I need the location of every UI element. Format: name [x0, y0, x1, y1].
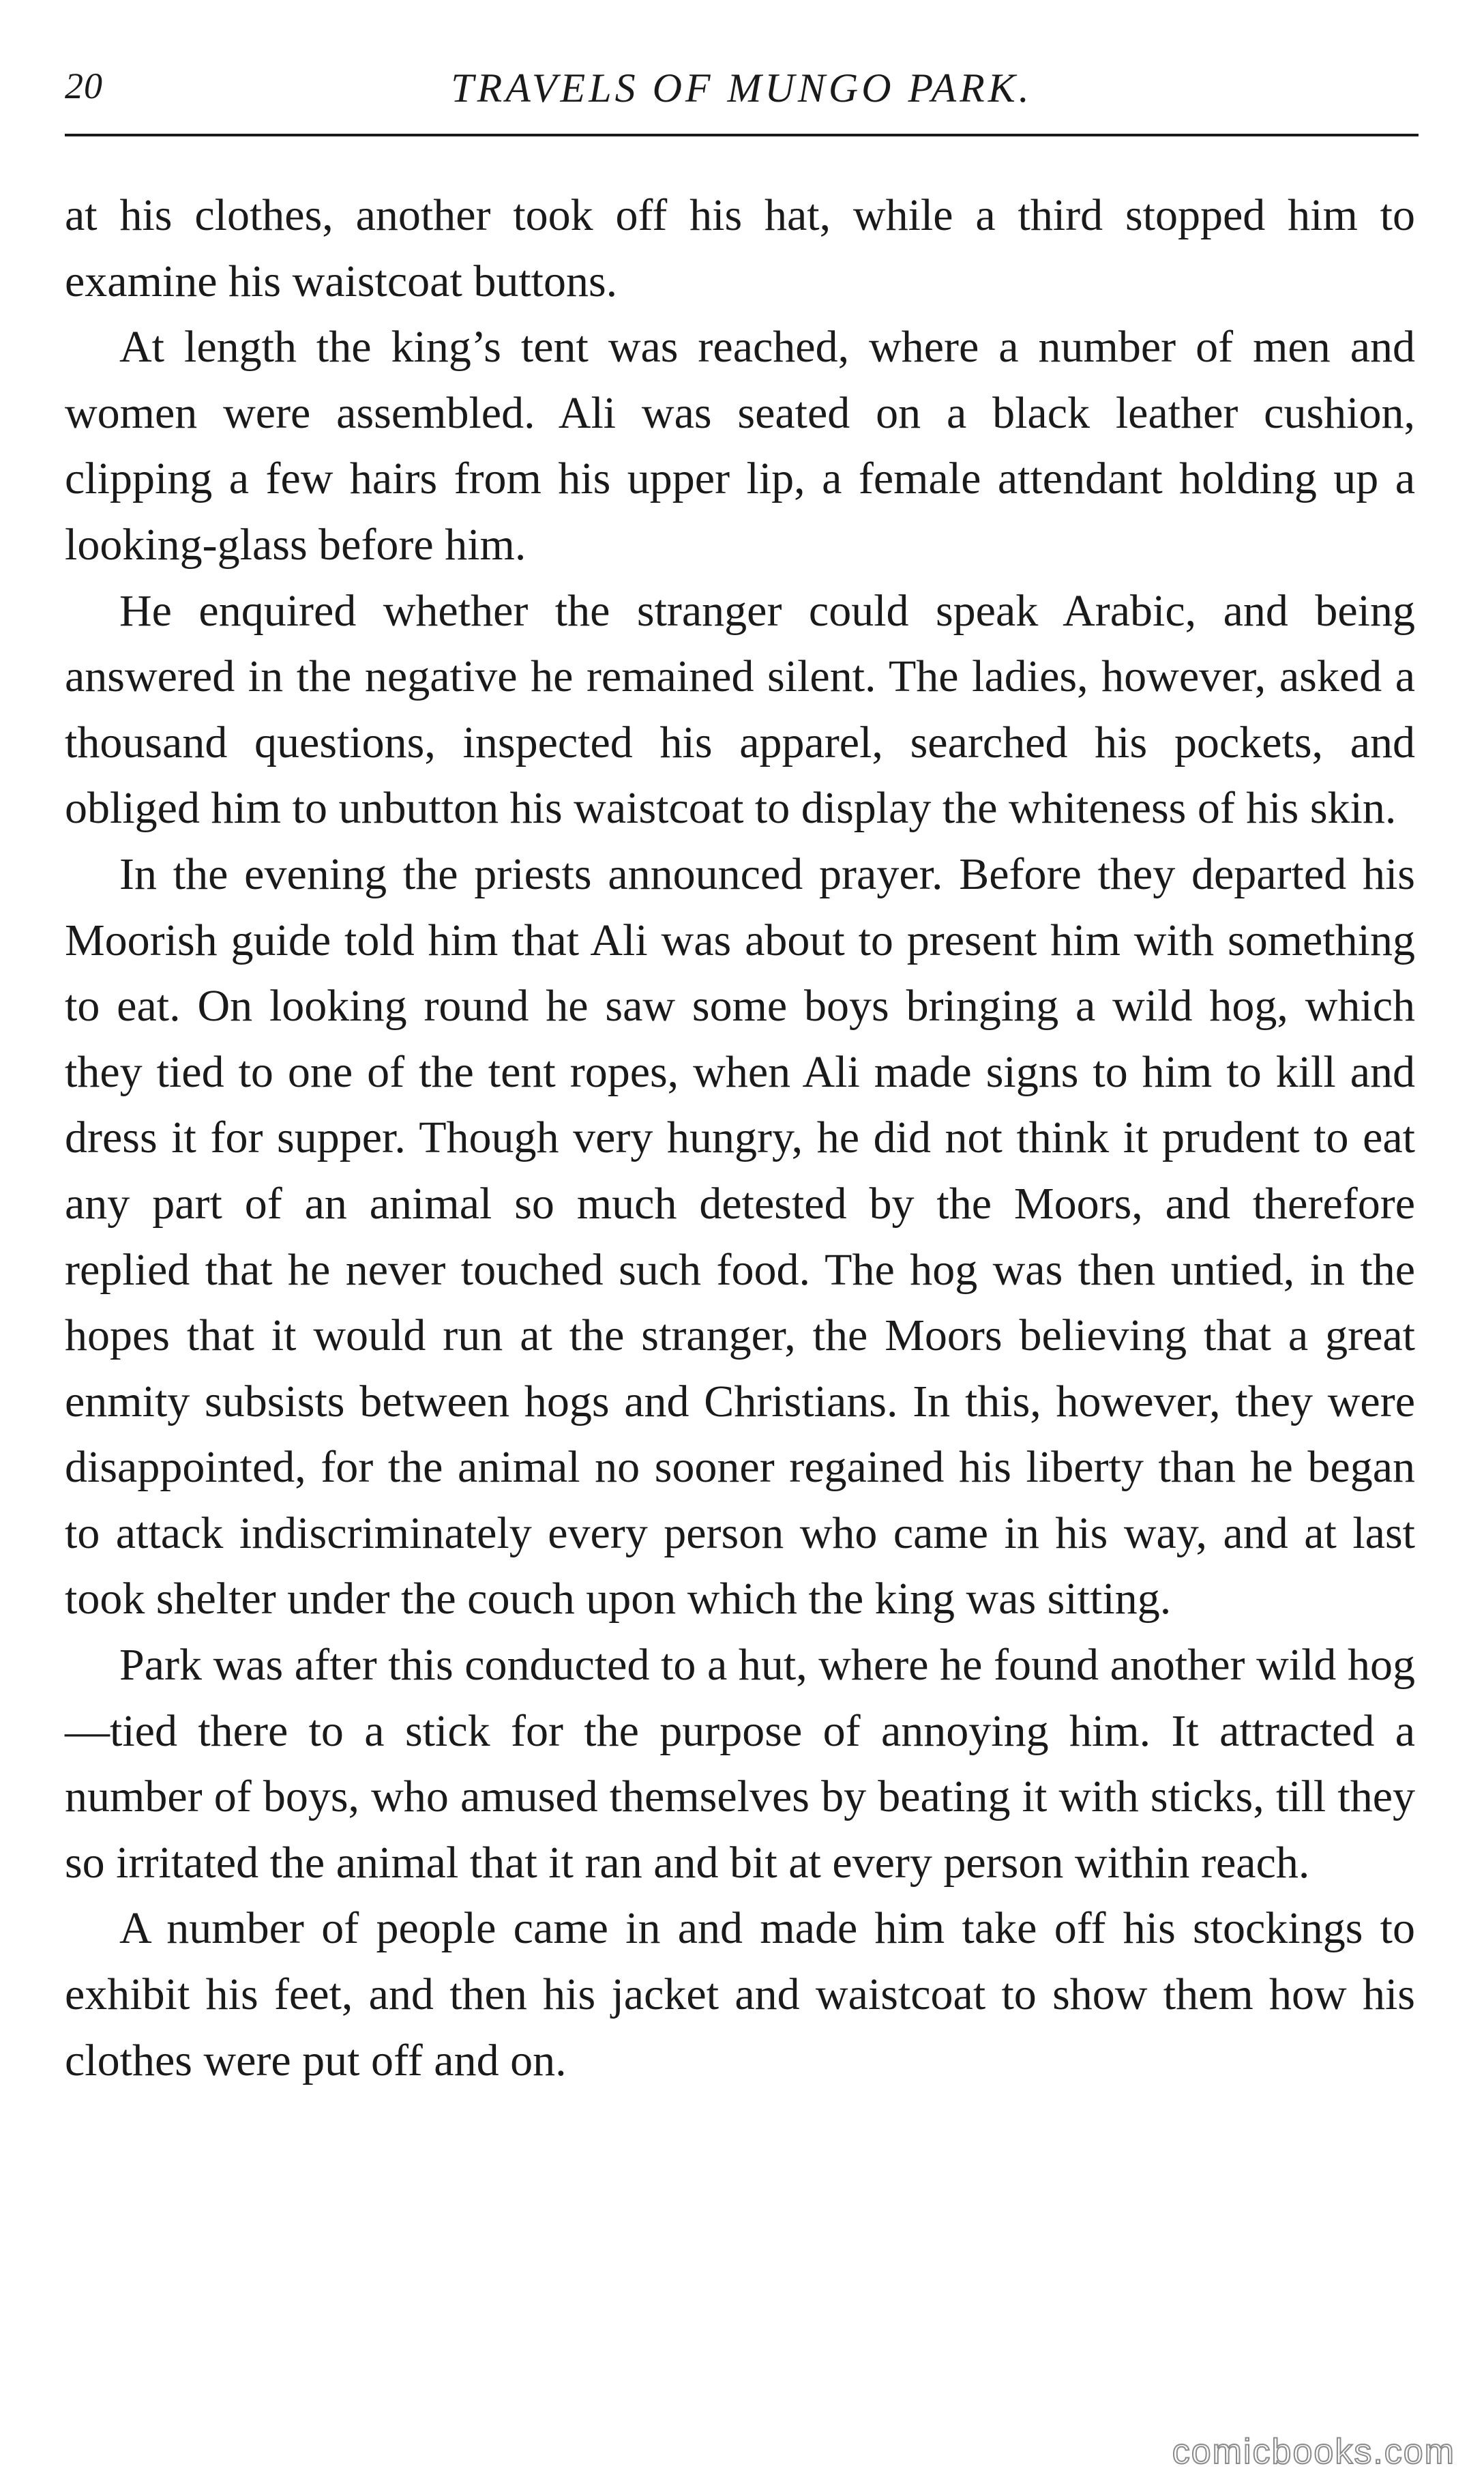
- watermark: comicbooks.com: [1172, 2432, 1455, 2472]
- paragraph: at his clothes, another took off his hat, while a third stopped him to examine his waistcoat buttons.: [65, 190, 1415, 306]
- header-rule: [65, 134, 1419, 136]
- paragraph: At length the king’s tent was reached, where a number of men and women were assembled. Ali was seated on a black leather cushion, clipping a few hairs from his upper lip, a female attendant holding up a looking-glass before him.: [65, 322, 1415, 570]
- running-head: [65, 65, 1419, 119]
- body-text: [65, 183, 1415, 2094]
- paragraph: A number of people came in and made him take off his stockings to exhibit his feet, and then his jacket and waistcoat to show them how his clothes were put off and on.: [65, 1903, 1415, 2085]
- paragraph: In the evening the priests announced prayer. Before they departed his Moorish guide told him that Ali was about to present him with something to eat. On looking round he saw some boys bringing a wild hog, which they tied to one of the tent ropes, when Ali made signs to him to kill and dress it for supper. Though very hungry, he did not think it prudent to eat any part of an animal so much detested by the Moors, and therefore replied that he never touched such food. The hog was then untied, in the hopes that it would run at the stranger, the Moors believing that a great enmity subsists between hogs and Christians. In this, however, they were disappointed, for the animal no sooner regained his liberty than he began to attack indiscriminately every person who came in his way, and at last took shelter under the couch upon which the king was sitting.: [65, 849, 1415, 1624]
- paragraph: He enquired whether the stranger could speak Arabic, and being answered in the negative he remained silent. The ladies, however, asked a thousand questions, inspected his apparel, searched his pockets, and obliged him to unbutton his waistcoat to display the whiteness of his skin.: [65, 585, 1415, 834]
- page-number: 20: [65, 65, 103, 106]
- paragraph: Park was after this conducted to a hut, where he found another wild hog—tied there to a stick for the purpose of annoying him. It attracted a number of boys, who amused themselves by beating it with sticks, till they so irritated the animal that it ran and bit at every person within reach.: [65, 1640, 1415, 1888]
- running-title: TRAVELS OF MUNGO PARK.: [451, 65, 1033, 111]
